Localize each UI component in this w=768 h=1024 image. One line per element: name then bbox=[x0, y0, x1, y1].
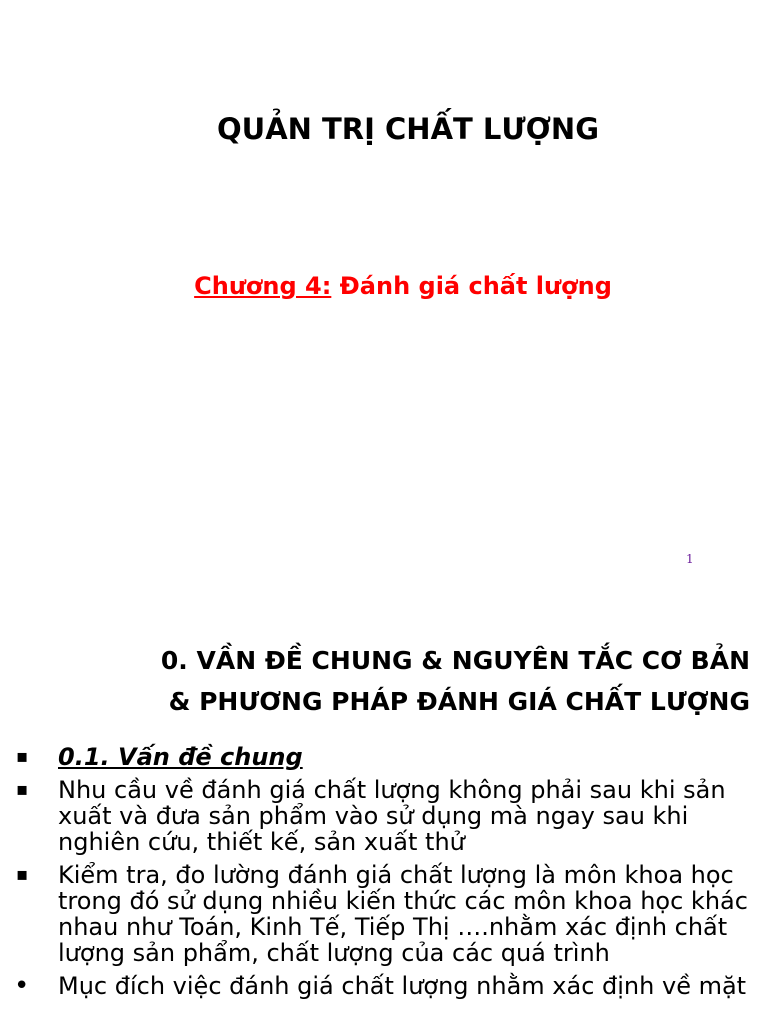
slide-title: QUẢN TRỊ CHẤT LƯỢNG bbox=[217, 112, 599, 146]
list-item bbox=[14, 862, 762, 966]
section-title-line-2: & PHƯƠNG PHÁP ĐÁNH GIÁ CHẤT LƯỢNG bbox=[168, 687, 750, 716]
bullet-list bbox=[14, 744, 762, 1006]
round-bullet-icon: • bbox=[14, 971, 30, 1001]
page-number: 1 bbox=[686, 552, 694, 566]
square-bullet-icon: ▪ bbox=[16, 864, 29, 885]
chapter-label: Chương 4: bbox=[194, 272, 332, 300]
list-item-text: Nhu cầu về đánh giá chất lượng không phải sau khi sản xuất và đưa sản phẩm vào sử dụng mà ngay sau khi nghiên cứu, thiết kế, sản xuất thử bbox=[58, 776, 726, 856]
square-bullet-icon: ▪ bbox=[16, 746, 29, 767]
list-item bbox=[14, 973, 762, 999]
chapter-title: Đánh giá chất lượng bbox=[331, 272, 612, 300]
list-item-text: Mục đích việc đánh giá chất lượng nhằm xác định về mặt bbox=[58, 972, 747, 1000]
section-title-line-1: 0. VẦN ĐỀ CHUNG & NGUYÊN TẮC CƠ BẢN bbox=[160, 646, 750, 675]
list-item-text: Kiểm tra, đo lường đánh giá chất lượng là môn khoa học trong đó sử dụng nhiều kiến thức các môn khoa học khác nhau như Toán, Kinh Tế, Tiếp Thị ….nhằm xác định chất lượng sản phẩm, chất lượng của các quá trình bbox=[58, 861, 748, 967]
slide-2 bbox=[0, 600, 768, 1024]
chapter-subtitle bbox=[0, 272, 768, 300]
section-title bbox=[161, 640, 750, 722]
subsection-heading: 0.1. Vấn đề chung bbox=[58, 743, 303, 771]
list-item bbox=[14, 777, 762, 855]
list-item bbox=[14, 744, 762, 770]
square-bullet-icon: ▪ bbox=[16, 779, 29, 800]
